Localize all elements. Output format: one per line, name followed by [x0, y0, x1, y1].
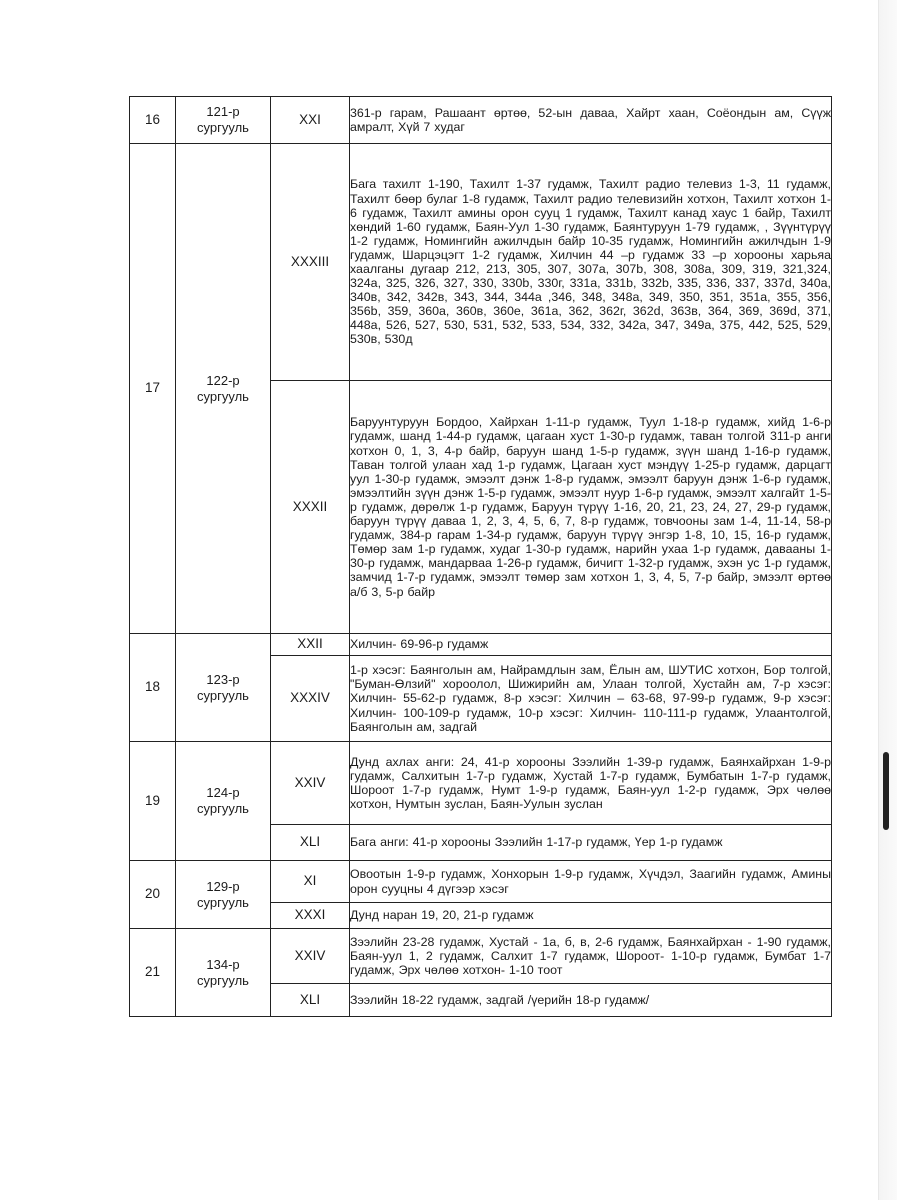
- table-row: [130, 861, 832, 903]
- row-number: 21: [130, 929, 176, 1017]
- school-word: сургууль: [197, 801, 249, 816]
- area-description: 1-р хэсэг: Баянголын ам, Найрамдлын зам, Ёлын ам, ШУТИС хотхон, Бор толгой, "Буман-Өлзий" хороолол, Шижирийн ам, Улаан толгой, Хустайн ам, 7-р хэсэг: Хилчин- 55-62-р гудамж, 8-р хэсэг: Хилчин – 63-68, 97-99-р гудамж, 9-р хэсэг: Хилчин- 100-109-р гудамж, 10-р хэсэг: Хилчин- 110-111-р гудамж, Улаантолгой, Баянголын ам, задгай: [350, 656, 832, 742]
- row-number: 19: [130, 742, 176, 861]
- row-number: 20: [130, 861, 176, 929]
- school-word: сургууль: [197, 972, 249, 988]
- area-description: Баруунтуруун Бордоо, Хайрхан 1-11-р гудамж, Туул 1-18-р гудамж, хийд 1-6-р гудамж, шанд 1-44-р гудамж, цагаан хуст 1-30-р гудамж, таван толгой 311-р анги хотхон 0, 1, 3, 4-р байр, баруун шанд 1-5-р гудамж, зүүн шанд 1-16-р гудамж, Таван толгой улаан хад 1-р гудамж, Цагаан хуст мэндүү 1-25-р гудамж, дарцагт уул 1-30-р гудамж, эмээлт дэнж 1-8-р гудамж, эмээлт баруун дэнж 1-6-р гудамж, эмээлтийн зүүн дэнж 1-5-р гудамж, эмээлт нуур 1-6-р гудамж, эмээлт халгайт 1-5-р гудамж, дөрөлж 1-р гудамж, Баруун түрүү 1-16, 20, 21, 23, 24, 27, 29-р гудамж, баруун түрүү даваа 1, 2, 3, 4, 5, 6, 7, 8-р гудамж, товчооны зам 1-4, 11-14, 58-р гудамж, 384-р гарам 1-34-р гудамж, баруун түрүү энгэр 1-8, 10, 15, 16-р гудамж, Төмөр зам 1-р гудамж, худаг 1-30-р гудамж, нарийн ухаа 1-р гудамж, давааны 1-30-р гудамж, мандарваа 1-26-р гудамж, бичигт 1-32-р гудамж, эхэн ус 1-р гудамж, замчид 1-7-р гудамж, эмээлт төмөр зам хотхон 1, 3, 4, 5, 7-р байр, эмээлт өртөө а/б 3, 5-р байр: [350, 381, 832, 634]
- school-name: 134-р: [206, 956, 240, 972]
- district-code: XXXII: [271, 381, 350, 634]
- table-row: [130, 929, 832, 984]
- school-cell: [176, 742, 271, 861]
- district-code: XXII: [271, 634, 350, 656]
- area-description: Дунд наран 19, 20, 21-р гудамж: [350, 903, 832, 929]
- school-name: 123-р: [206, 671, 240, 687]
- school-cell: [176, 861, 271, 929]
- district-code: XXXI: [271, 903, 350, 929]
- district-code: XXIV: [271, 742, 350, 825]
- row-number: 18: [130, 634, 176, 742]
- district-code: XXXIV: [271, 656, 350, 742]
- school-name: 122-р: [206, 372, 240, 388]
- school-word: сургууль: [197, 687, 249, 703]
- area-description: Хилчин- 69-96-р гудамж: [350, 634, 832, 656]
- district-code: XLI: [271, 984, 350, 1017]
- school-cell: [176, 929, 271, 1017]
- school-word: сургууль: [197, 894, 249, 910]
- school-cell: [176, 97, 271, 144]
- table-row: [130, 634, 832, 656]
- row-number: 17: [130, 144, 176, 634]
- school-cell: [176, 144, 271, 634]
- school-district-table: [129, 96, 832, 1017]
- district-code: XXIV: [271, 929, 350, 984]
- page-edge: [878, 0, 879, 1200]
- area-description: Бага тахилт 1-190, Тахилт 1-37 гудамж, Тахилт радио телевиз 1-3, 11 гудамж, Тахилт бөөр булаг 1-8 гудамж, Тахилт радио телевизийн хотхон, Тахилт хотхон 1-6 гудамж, Тахилт амины орон сууц 1 гудамж, Тахилт канад хаус 1 байр, Тахилт хөндий 1-60 гудамж, Баян-Уул 1-30 гудамж, Баянтуруун 1-79 гудамж, , Зүүнтүрүү 1-2 гудамж, Номингийн ажилчдын байр 10-35 гудамж, Номингийн ажилчдын 1-9 гудамж, Шарцэцэгт 1-2 гудамж, Хилчин 44 –р гудамж 33 –р хорооны харьяа хаалганы дугаар 212, 213, 305, 307, 307а, 307b, 308, 308а, 309, 319, 321,324, 324а, 325, 326, 327, 330, 330b, 330г, 331а, 331b, 332b, 335, 336, 337, 337d, 340а, 340в, 342, 342в, 343, 344, 344а ,346, 348, 348а, 349, 350, 351, 351а, 355, 356, 356b, 359, 360а, 360в, 360е, 361а, 362, 362г, 362d, 363в, 364, 369, 369d, 371, 448а, 526, 527, 530, 531, 532, 533, 534, 332, 342а, 347, 349а, 375, 442, 525, 529, 530в, 530д: [350, 144, 832, 381]
- school-name: 124-р: [206, 785, 240, 800]
- table-row: [130, 742, 832, 825]
- district-code: XXXIII: [271, 144, 350, 381]
- area-description: Овоотын 1-9-р гудамж, Хонхорын 1-9-р гудамж, Хүчдэл, Заагийн гудамж, Амины орон сууцны 4 дүгээр хэсэг: [350, 861, 832, 903]
- table-row: [130, 97, 832, 144]
- page-margin: [879, 0, 897, 1200]
- school-word: сургууль: [197, 388, 249, 404]
- area-description: 361-р гарам, Рашаант өртөө, 52-ын даваа, Хайрт хаан, Соёондын ам, Сүүж амралт, Хүй 7 худаг: [350, 97, 832, 144]
- school-word: сургууль: [197, 120, 249, 135]
- district-code: XLI: [271, 825, 350, 861]
- scrollbar-thumb[interactable]: [883, 752, 889, 830]
- school-cell: [176, 634, 271, 742]
- row-number: 16: [130, 97, 176, 144]
- area-description: Зээлийн 18-22 гудамж, задгай /үерийн 18-р гудамж/: [350, 984, 832, 1017]
- area-description: Зээлийн 23-28 гудамж, Хустай - 1а, б, в, 2-6 гудамж, Баянхайрхан - 1-90 гудамж, Баян-уул 1, 2 гудамж, Салхит 1-7 гудамж, Шороот- 1-10-р гудамж, Бумбат 1-7 гудамж, Эрх чөлөө хотхон- 1-10 тоот: [350, 929, 832, 984]
- area-description: Дунд ахлах анги: 24, 41-р хорооны Зээлийн 1-39-р гудамж, Баянхайрхан 1-9-р гудамж, Салхитын 1-7-р гудамж, Хустай 1-7-р гудамж, Бумбатын 1-7-р гудамж, Шороот 1-7-р гудамж, Нумт 1-9-р гудамж, Баян-уул 1-2-р гудамж, Эрх чөлөө хотхон, Нумтын зуслан, Баян-Уулын зуслан: [350, 742, 832, 825]
- school-name: 129-р: [206, 878, 240, 894]
- table-row: [130, 144, 832, 381]
- district-code: XXI: [271, 97, 350, 144]
- district-code: XI: [271, 861, 350, 903]
- school-name: 121-р: [206, 104, 240, 119]
- area-description: Бага анги: 41-р хорооны Зээлийн 1-17-р гудамж, Үер 1-р гудамж: [350, 825, 832, 861]
